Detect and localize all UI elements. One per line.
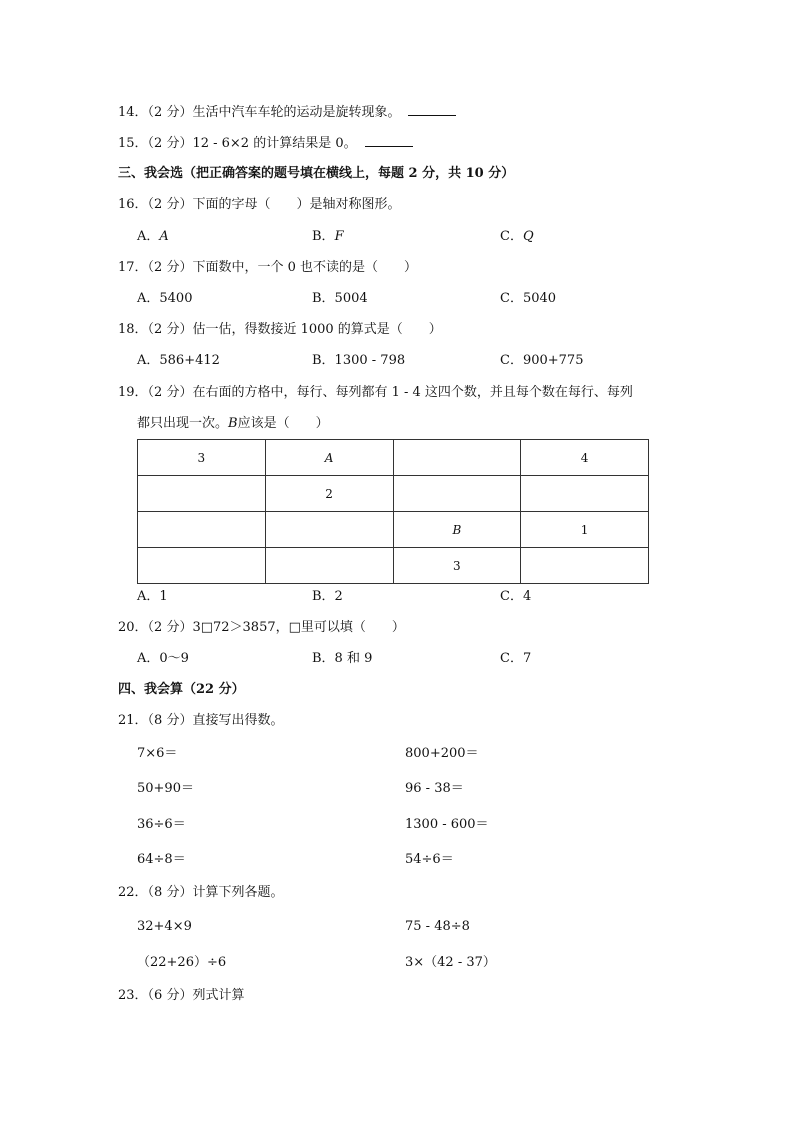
calc-item: 54÷6＝	[405, 852, 454, 867]
section-3-title: 三、我会选（把正确答案的题号填在横线上，每题 2 分，共 10 分）	[118, 166, 515, 181]
question-14	[118, 103, 456, 122]
option-18-a[interactable]: A．586+412	[137, 353, 220, 368]
option-16-c[interactable]: C．Q	[500, 229, 534, 244]
calc-item: 3×（42 - 37）	[405, 955, 496, 970]
question-19-text-line2: 都只出现一次。B应该是（ ）	[137, 416, 329, 431]
grid-cell	[265, 548, 393, 584]
question-20-text: 20．（2 分）3□72＞3857，□里可以填（ ）	[118, 620, 405, 635]
calc-item: 75 - 48÷8	[405, 919, 470, 934]
grid-cell: A	[265, 440, 393, 476]
calc-item: 64÷8＝	[137, 852, 186, 867]
grid-cell	[138, 512, 266, 548]
number-grid	[137, 439, 649, 584]
section-4-title: 四、我会算（22 分）	[118, 682, 245, 697]
calc-item: 96 - 38＝	[405, 781, 464, 796]
question-17-text: 17．（2 分）下面数中，一个 0 也不读的是（ ）	[118, 260, 417, 275]
grid-cell: 2	[265, 476, 393, 512]
grid-cell: B	[393, 512, 521, 548]
calc-item: 800+200＝	[405, 746, 479, 761]
option-20-b[interactable]: B．8 和 9	[312, 651, 373, 666]
option-17-c[interactable]: C．5040	[500, 291, 557, 306]
answer-blank-15[interactable]	[365, 134, 413, 147]
grid-cell	[265, 512, 393, 548]
grid-cell	[521, 548, 649, 584]
option-17-b[interactable]: B．5004	[312, 291, 368, 306]
option-20-c[interactable]: C．7	[500, 651, 532, 666]
question-16-text: 16．（2 分）下面的字母（ ）是轴对称图形。	[118, 197, 401, 212]
question-18-text: 18．（2 分）估一估，得数接近 1000 的算式是（ ）	[118, 322, 442, 337]
grid-cell: 3	[138, 440, 266, 476]
calc-item: 36÷6＝	[137, 817, 186, 832]
option-19-b[interactable]: B．2	[312, 589, 343, 604]
grid-cell	[393, 476, 521, 512]
option-17-a[interactable]: A．5400	[137, 291, 193, 306]
question-15	[118, 134, 413, 153]
grid-cell: 3	[393, 548, 521, 584]
option-19-a[interactable]: A．1	[137, 589, 168, 604]
answer-blank-14[interactable]	[408, 103, 456, 116]
grid-cell: 4	[521, 440, 649, 476]
grid-cell	[393, 440, 521, 476]
option-19-c[interactable]: C．4	[500, 589, 532, 604]
calc-item: 32+4×9	[137, 919, 192, 934]
question-15-text: 15．（2 分）12 - 6×2 的计算结果是 0。	[118, 136, 357, 151]
calc-item: 50+90＝	[137, 781, 194, 796]
grid-cell	[138, 476, 266, 512]
option-18-b[interactable]: B．1300 - 798	[312, 353, 406, 368]
option-20-a[interactable]: A．0～9	[137, 651, 189, 666]
option-16-a[interactable]: A．A	[137, 229, 169, 244]
question-14-text: 14．（2 分）生活中汽车车轮的运动是旋转现象。	[118, 105, 401, 120]
option-18-c[interactable]: C．900+775	[500, 353, 584, 368]
grid-cell: 1	[521, 512, 649, 548]
grid-cell	[138, 548, 266, 584]
option-16-b[interactable]: B．F	[312, 229, 344, 244]
calc-item: 1300 - 600＝	[405, 817, 489, 832]
question-19-text-line1: 19．（2 分）在右面的方格中，每行、每列都有 1 - 4 这四个数，并且每个数在每行、每列	[118, 385, 633, 400]
question-23-text: 23．（6 分）列式计算	[118, 988, 245, 1003]
question-21-text: 21．（8 分）直接写出得数。	[118, 713, 284, 728]
question-22-text: 22．（8 分）计算下列各题。	[118, 885, 284, 900]
calc-item: （22+26）÷6	[137, 955, 227, 970]
calc-item: 7×6＝	[137, 746, 178, 761]
grid-cell	[521, 476, 649, 512]
